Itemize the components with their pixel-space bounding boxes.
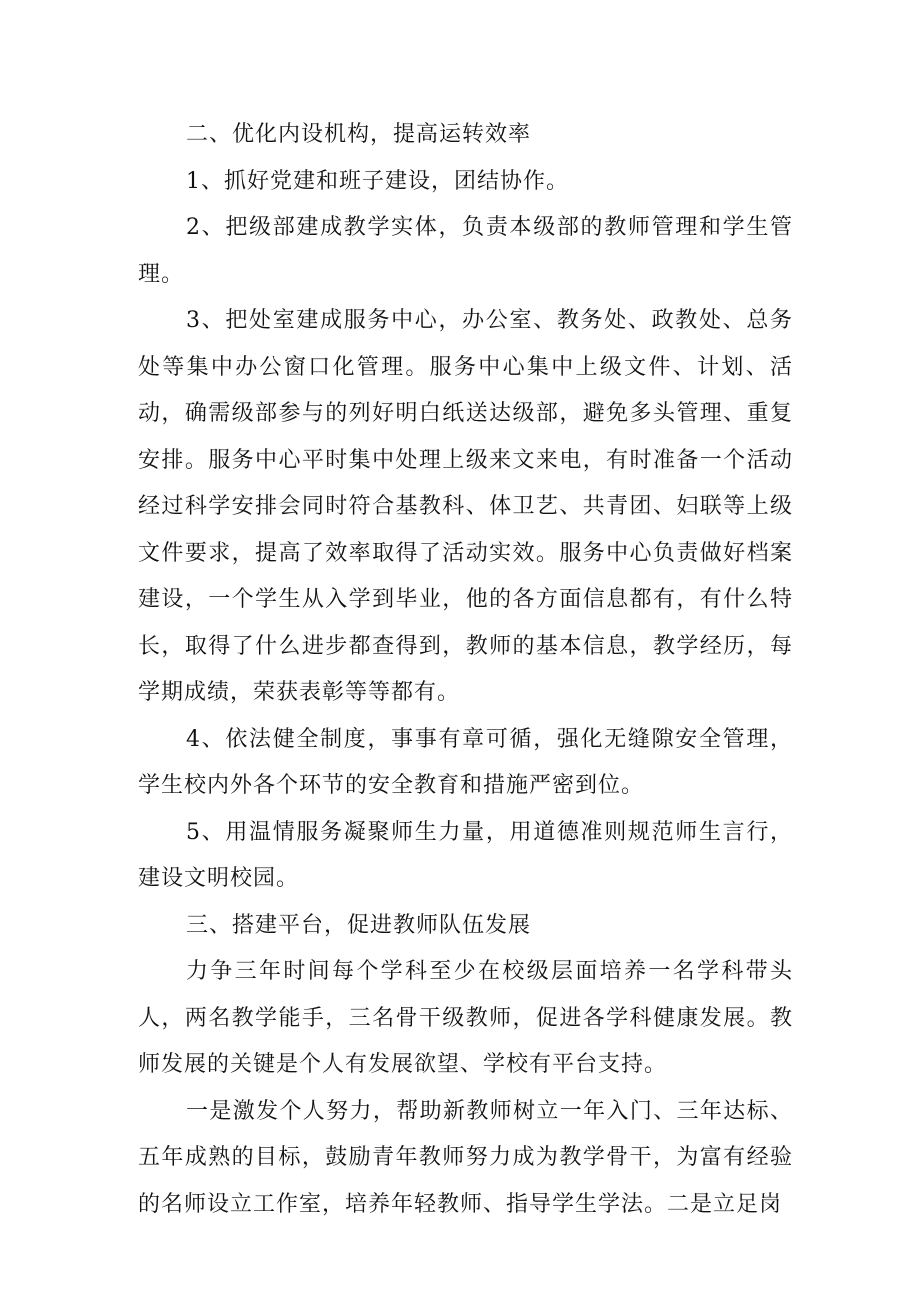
paragraph-party-building: 1、抓好党建和班子建设，团结协作。 bbox=[186, 168, 569, 194]
paragraph-civilized-campus: 5、用温情服务凝聚师生力量，用道德准则规范师生言行，建设文明校园。 bbox=[138, 819, 793, 891]
paragraph-three-year-goal: 力争三年时间每个学科至少在校级层面培养一名学科带头人，两名教学能手，三名骨干级教师，促进各学科健康发展。教师发展的关键是个人有发展欲望、学校有平台支持。 bbox=[138, 959, 793, 1077]
section-heading-optimize-structure: 二、优化内设机构，提高运转效率 bbox=[186, 122, 532, 147]
paragraph-safety-management: 4、依法健全制度，事事有章可循，强化无缝隙安全管理，学生校内外各个环节的安全教育和措施严密到位。 bbox=[138, 726, 793, 798]
paragraph-personal-effort: 一是激发个人努力，帮助新教师树立一年入门、三年达标、五年成熟的目标，鼓励青年教师努力成为教学骨干，为富有经验的名师设立工作室，培养年轻教师、指导学生学法。二是立足岗 bbox=[138, 1098, 793, 1217]
document-body bbox=[138, 112, 793, 1228]
paragraph-service-center: 3、把处室建成服务中心，办公室、教务处、政教处、总务处等集中办公窗口化管理。服务中心集中上级文件、计划、活动，确需级部参与的列好明白纸送达级部，避免多头管理、重复安排。服务中心平时集中处理上级来文来电，有时准备一个活动经过科学安排会同时符合基教科、体卫艺、共青团、妇联等上级文件要求，提高了效率取得了活动实效。服务中心负责做好档案建设，一个学生从入学到毕业，他的各方面信息都有，有什么特长，取得了什么进步都查得到，教师的基本信息，教学经历，每学期成绩，荣获表彰等等都有。 bbox=[138, 308, 793, 705]
section-heading-teacher-development: 三、搭建平台，促进教师队伍发展 bbox=[186, 912, 532, 938]
paragraph-grade-department: 2、把级部建成教学实体，负责本级部的教师管理和学生管理。 bbox=[138, 215, 793, 287]
